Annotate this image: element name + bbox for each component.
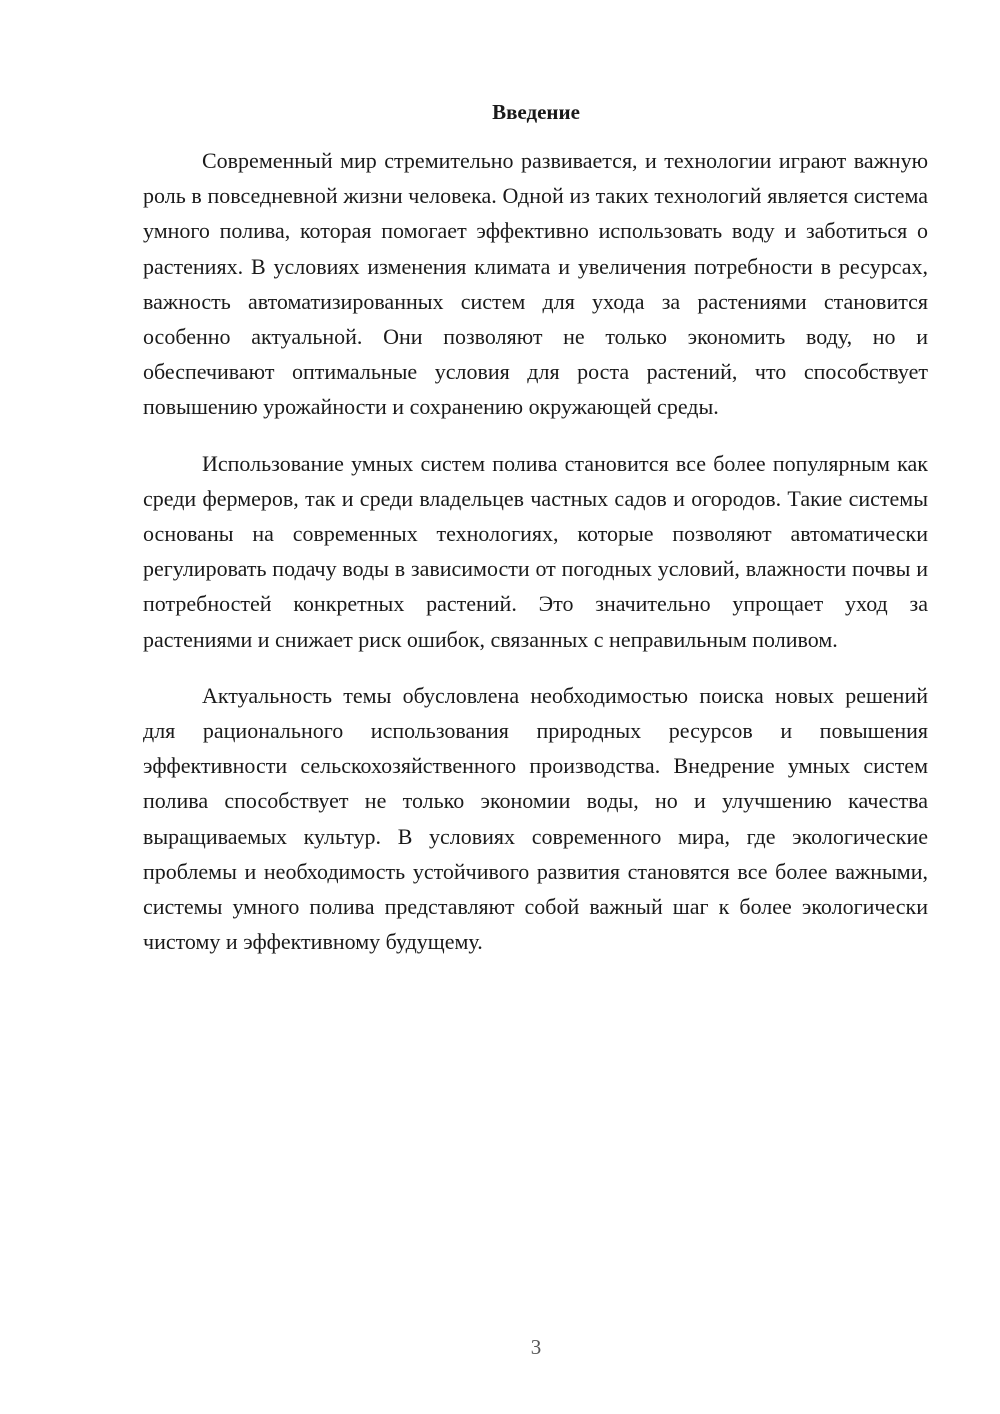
section-heading: Введение (492, 100, 580, 124)
paragraph-2: Использование умных систем полива становится все более популярным как среди фермеров, так и среди владельцев частных садов и огородов. Такие системы основаны на современных технологиях, которые позволяют автоматически регулировать подачу воды в зависимости от погодных условий, влажности почвы и потребностей конкретных растений. Это значительно упрощает уход за растениями и снижает риск ошибок, связанных с неправильным поливом. (143, 450, 928, 652)
body-text (143, 143, 928, 980)
page-number: 3 (530, 1335, 542, 1359)
paragraph-1: Современный мир стремительно развивается, и технологии играют важную роль в повседневной жизни человека. Одной из таких технологий является система умного полива, которая помогает эффективно использовать воду и заботиться о растениях. В условиях изменения климата и увеличения потребности в ресурсах, важность автоматизированных систем для ухода за растениями становится особенно актуальной. Они позволяют не только экономить воду, но и обеспечивают оптимальные условия для роста растений, что способствует повышению урожайности и сохранению окружающей среды. (143, 148, 928, 420)
paragraph-3: Актуальность темы обусловлена необходимостью поиска новых решений для рационального использования природных ресурсов и повышения эффективности сельскохозяйственного производства. Внедрение умных систем полива способствует не только экономии воды, но и улучшению качества выращиваемых культур. В условиях современного мира, где экологические проблемы и необходимость устойчивого развития становятся все более важными, системы умного полива представляют собой важный шаг к более экологически чистому и эффективному будущему. (143, 682, 928, 955)
